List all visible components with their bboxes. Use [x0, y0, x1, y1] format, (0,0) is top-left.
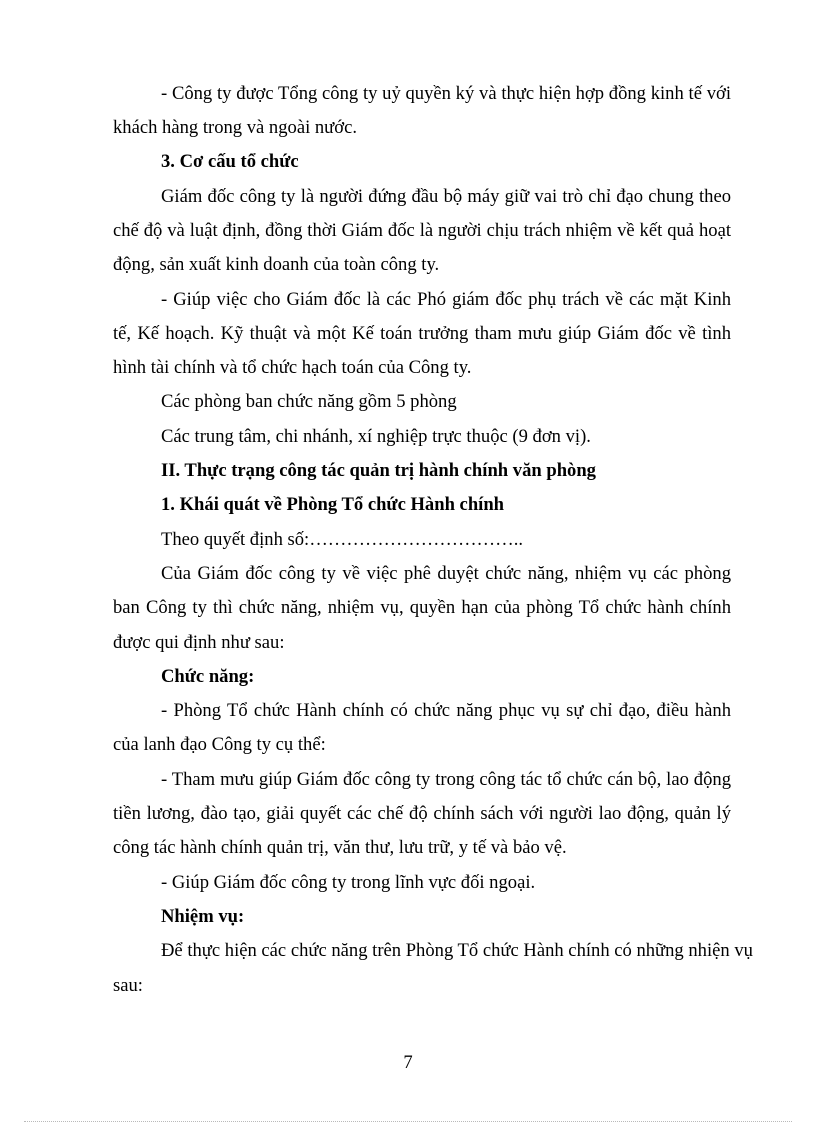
- subsection-heading: 1. Khái quát về Phòng Tổ chức Hành chính: [161, 494, 505, 515]
- text-line: Các phòng ban chức năng gồm 5 phòng: [161, 391, 457, 412]
- subsection-heading: Chức năng:: [161, 666, 255, 687]
- section-heading: 3. Cơ cấu tổ chức: [161, 151, 299, 172]
- text-line: được qui định như sau:: [113, 632, 285, 653]
- text-line: Giám đốc công ty là người đứng đầu bộ máy giữ vai trò chỉ đạo chung theo: [161, 186, 731, 207]
- text-line: động, sản xuất kinh doanh của toàn công ty.: [113, 254, 440, 275]
- text-line: tiền lương, đào tạo, giải quyết các chế độ chính sách với người lao động, quản lý: [113, 803, 731, 824]
- text-line: Để thực hiện các chức năng trên Phòng Tổ chức Hành chính có những nhiện vụ: [161, 940, 753, 961]
- text-line: của lanh đạo Công ty cụ thể:: [113, 734, 326, 755]
- subsection-heading: Nhiệm vụ:: [161, 906, 245, 927]
- text-line: - Công ty được Tổng công ty uỷ quyền ký và thực hiện hợp đồng kinh tế với: [161, 83, 731, 104]
- text-line: tế, Kế hoạch. Kỹ thuật và một Kế toán trưởng tham mưu giúp Giám đốc về tình: [113, 323, 731, 344]
- text-line: - Phòng Tổ chức Hành chính có chức năng phục vụ sự chỉ đạo, điều hành: [161, 700, 731, 721]
- text-line: chế độ và luật định, đồng thời Giám đốc là người chịu trách nhiệm về kết quả hoạt: [113, 220, 731, 241]
- page-number: 7: [403, 1052, 413, 1073]
- text-line: ban Công ty thì chức năng, nhiệm vụ, quyền hạn của phòng Tổ chức hành chính: [113, 597, 731, 618]
- text-line: - Tham mưu giúp Giám đốc công ty trong công tác tổ chức cán bộ, lao động: [161, 769, 731, 790]
- text-line: sau:: [113, 975, 143, 996]
- text-line: Các trung tâm, chi nhánh, xí nghiệp trực thuộc (9 đơn vị).: [161, 426, 591, 447]
- text-line: Theo quyết định số:……………………………..: [161, 529, 524, 550]
- text-line: Của Giám đốc công ty về việc phê duyệt chức năng, nhiệm vụ các phòng: [161, 563, 731, 584]
- text-line: công tác hành chính quản trị, văn thư, lưu trữ, y tế và bảo vệ.: [113, 837, 567, 858]
- text-line: - Giúp Giám đốc công ty trong lĩnh vực đối ngoại.: [161, 872, 536, 893]
- section-heading: II. Thực trạng công tác quản trị hành chính văn phòng: [161, 460, 596, 481]
- page-bottom-divider: [24, 1121, 792, 1122]
- text-line: hình tài chính và tổ chức hạch toán của Công ty.: [113, 357, 472, 378]
- text-line: - Giúp việc cho Giám đốc là các Phó giám đốc phụ trách về các mặt Kinh: [161, 289, 731, 310]
- text-line: khách hàng trong và ngoài nước.: [113, 117, 357, 138]
